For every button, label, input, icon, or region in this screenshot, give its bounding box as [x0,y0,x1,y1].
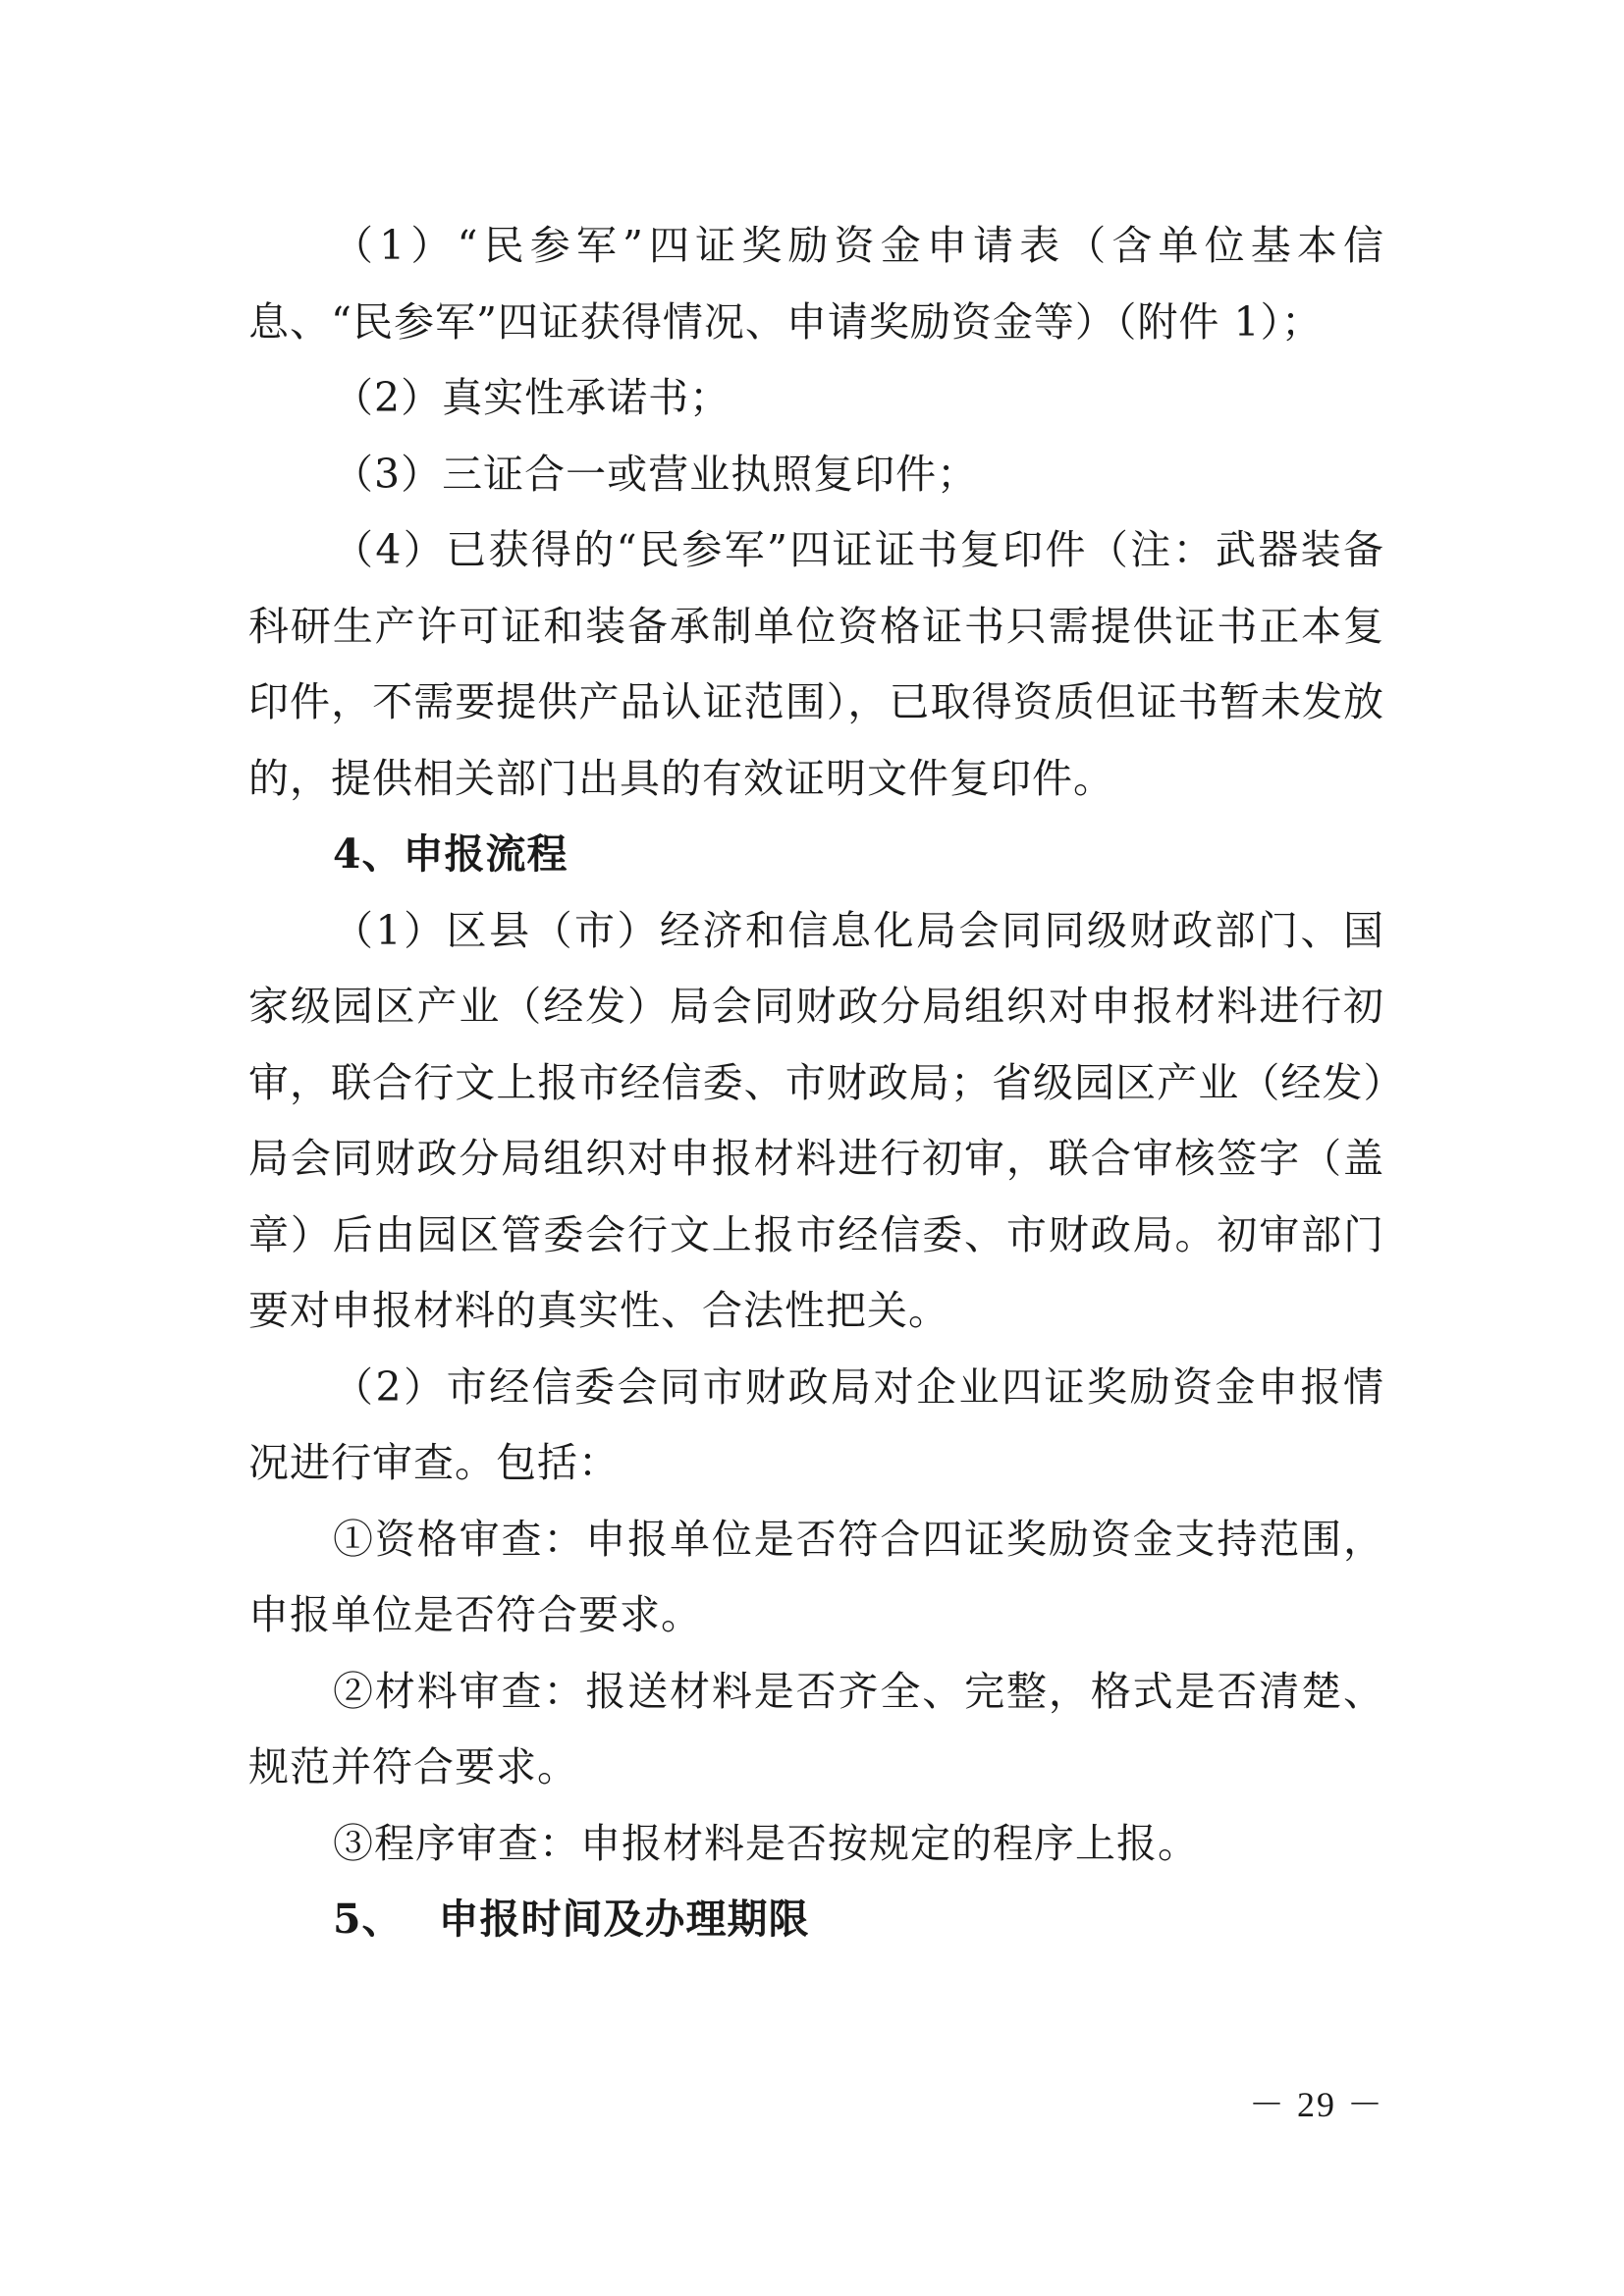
section-heading-5 [248,1882,1384,1958]
section-heading-5-number: 5、 [333,1896,404,1943]
paragraph-process-2: （2）市经信委会同市财政局对企业四证奖励资金申报情况进行审查。包括： [248,1362,1384,1486]
paragraph-qualification-review: ①资格审查：申报单位是否符合四证奖励资金支持范围，申报单位是否符合要求。 [248,1515,1384,1638]
document-body [248,208,1384,1958]
page-number: － 29 － [1248,2085,1384,2124]
paragraph-procedure-review: ③程序审查：申报材料是否按规定的程序上报。 [333,1819,1199,1867]
paragraph-process-1: （1）区县（市）经济和信息化局会同同级财政部门、国家级园区产业（经发）局会同财政分局组织对申报材料进行初审，联合行文上报市经信委、市财政局；省级园区产业（经发）局会同财政分局组织对申报材料进行初审，联合审核签字（盖章）后由园区管委会行文上报市经信委、市财政局。初审部门要对申报材料的真实性、合法性把关。 [248,906,1384,1334]
paragraph-item-2: （2）真实性承诺书； [333,374,731,421]
section-heading-4: 4、申报流程 [333,830,568,878]
paragraph-item-4: （4）已获得的“民参军”四证证书复印件（注：武器装备科研生产许可证和装备承制单位资格证书只需提供证书正本复印件，不需要提供产品认证范围），已取得资质但证书暂未发放的，提供相关部门出具的有效证明文件复印件。 [248,526,1384,802]
paragraph-item-3: （3）三证合一或营业执照复印件； [333,450,979,498]
paragraph-material-review: ②材料审查：报送材料是否齐全、完整，格式是否清楚、规范并符合要求。 [248,1667,1384,1790]
paragraph-item-1: （1）“民参军”四证奖励资金申请表（含单位基本信息、“民参军”四证获得情况、申请奖励资金等）（附件 1）； [248,222,1384,346]
section-heading-5-title: 申报时间及办理期限 [438,1896,810,1943]
